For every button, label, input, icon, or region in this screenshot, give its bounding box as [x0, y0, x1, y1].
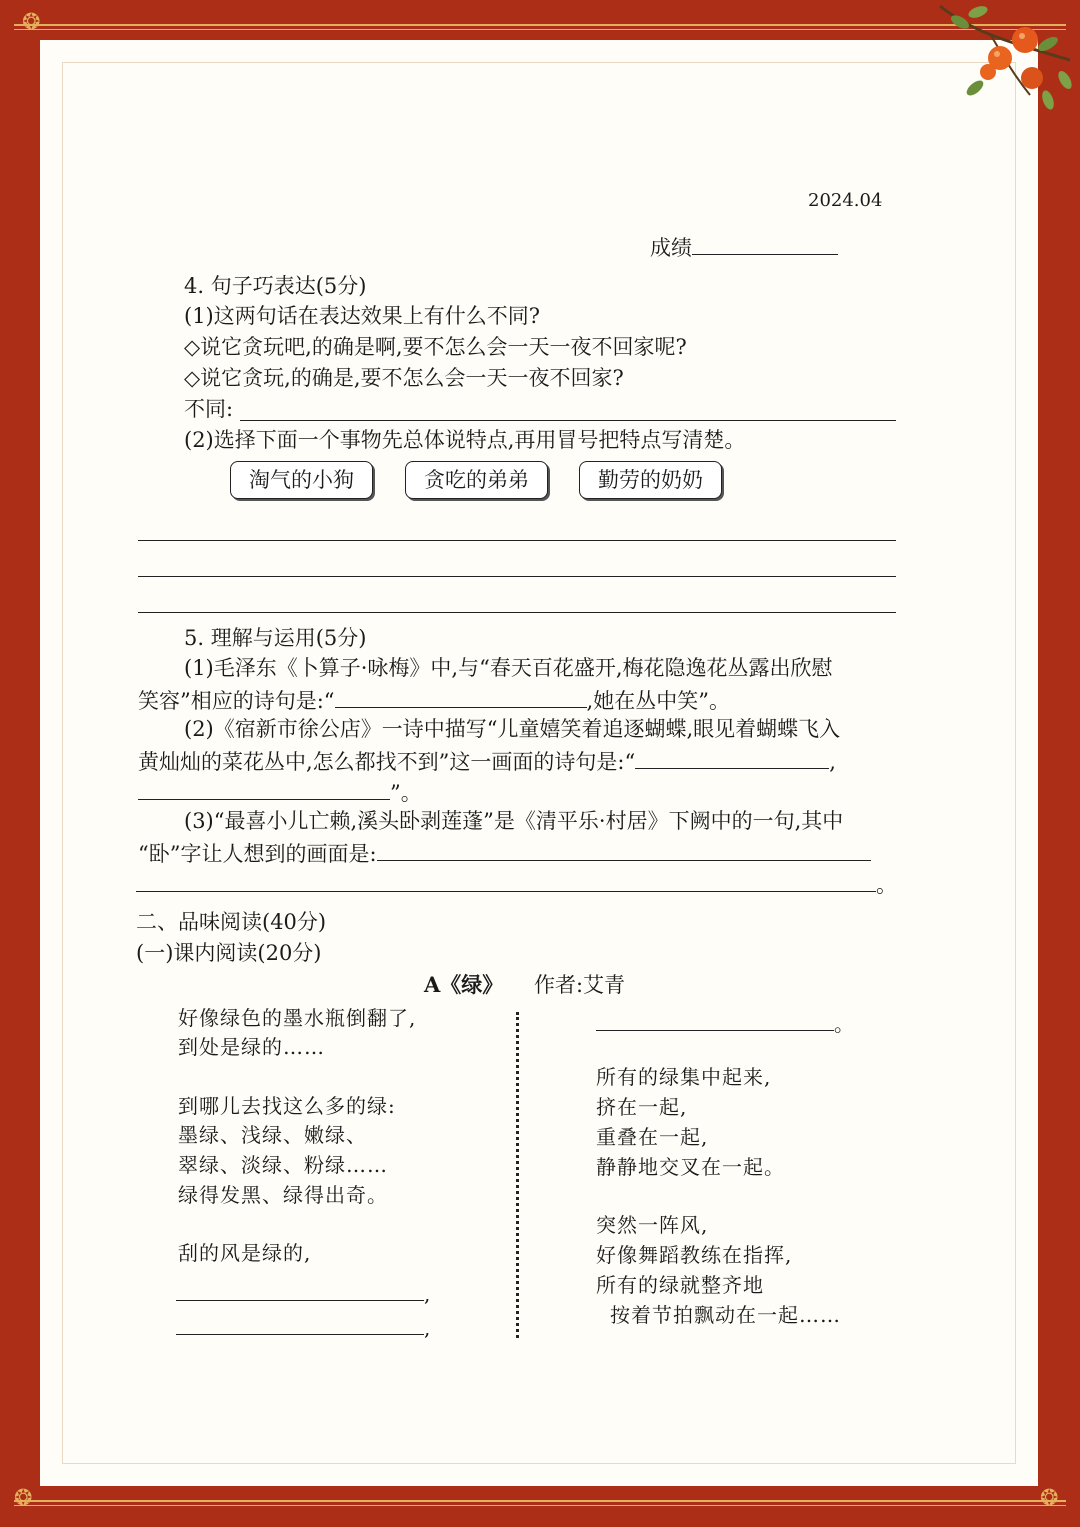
q5-p2-blank-2[interactable] — [138, 781, 390, 800]
q5-p2-line3: ”。 — [138, 781, 422, 804]
poem-left-blank-2[interactable] — [176, 1316, 424, 1335]
poem-right-blank[interactable] — [596, 1012, 834, 1031]
poem-author: 作者:艾青 — [533, 973, 626, 997]
top-gold-line — [14, 24, 1066, 26]
q5-p2-blank-1[interactable] — [635, 750, 829, 769]
corner-ornament-icon: ❂ — [14, 1486, 33, 1511]
poem-left-line-6: 绿得发黑、绿得出奇。 — [178, 1183, 388, 1207]
q5-p1-line2: 笑容”相应的诗句是:“ ,她在丛中笑”。 — [138, 689, 730, 713]
poem-left-blank-1[interactable] — [176, 1282, 424, 1301]
q4-diff-blank[interactable] — [240, 420, 896, 421]
poem-left-line-7: 刮的风是绿的, — [178, 1241, 312, 1265]
section2-title: 二、品味阅读(40分) — [136, 910, 327, 934]
poem-left-line-5: 翠绿、淡绿、粉绿…… — [178, 1153, 388, 1177]
score-blank[interactable] — [692, 236, 838, 255]
q5-title: 5. 理解与运用(5分) — [184, 626, 367, 650]
q5-p3-line3: 。 — [136, 873, 897, 896]
q5-p3-line1: (3)“最喜小儿亡赖,溪头卧剥莲蓬”是《清平乐·村居》下阙中的一句,其中 — [184, 809, 844, 833]
poem-right-line-4: 静静地交叉在一起。 — [596, 1155, 785, 1179]
poem-title — [424, 974, 625, 996]
q4-answer-line-3[interactable] — [138, 612, 896, 613]
bottom-gold-line — [14, 1500, 1066, 1502]
q4-diff-label: 不同: — [184, 397, 234, 421]
persimmon-branch-icon — [930, 0, 1080, 115]
corner-ornament-icon: ❂ — [22, 10, 41, 35]
date-label: 2024.04 — [808, 190, 883, 211]
q5-p1-line1: (1)毛泽东《卜算子·咏梅》中,与“春天百花盛开,梅花隐逸花丛露出欣慰 — [184, 656, 833, 680]
poem-left-blank-row-1: , — [176, 1282, 431, 1304]
poem-right-line-3: 重叠在一起, — [596, 1125, 709, 1149]
q5-p2-line2: 黄灿灿的菜花丛中,怎么都找不到”这一画面的诗句是:“ , — [138, 750, 836, 774]
q5-p1-blank[interactable] — [335, 689, 587, 708]
option-greedy-brother[interactable]: 贪吃的弟弟 — [405, 461, 548, 499]
exam-paper — [40, 40, 1038, 1486]
option-naughty-puppy[interactable]: 淘气的小狗 — [230, 461, 373, 499]
section2-sub: (一)课内阅读(20分) — [136, 941, 322, 965]
poem-right-line-7: 所有的绿就整齐地 — [596, 1273, 764, 1297]
q5-p2-line1: (2)《宿新市徐公店》一诗中描写“儿童嬉笑着追逐蝴蝶,眼见着蝴蝶飞入 — [184, 717, 841, 741]
score-label: 成绩 — [650, 236, 838, 259]
q4-sentence-b: ◇说它贪玩,的确是,要不怎么会一天一夜不回家? — [184, 366, 624, 390]
poem-right-line-5: 突然一阵风, — [596, 1213, 709, 1237]
q5-p3-blank-2[interactable] — [136, 873, 876, 892]
poem-right-line-2: 挤在一起, — [596, 1095, 688, 1119]
q4-sub1: (1)这两句话在表达效果上有什么不同? — [184, 304, 541, 328]
poem-column-divider — [516, 1012, 519, 1338]
corner-ornament-icon: ❂ — [1040, 1486, 1059, 1511]
poem-title-text: A《绿》 — [424, 972, 504, 997]
poem-left-blank-row-2: , — [176, 1316, 431, 1338]
q4-title: 4. 句子巧表达(5分) — [184, 274, 367, 298]
poem-right-line-1: 所有的绿集中起来, — [596, 1065, 772, 1089]
poem-left-line-2: 到处是绿的…… — [178, 1035, 325, 1059]
poem-left-line-4: 墨绿、浅绿、嫩绿、 — [178, 1123, 367, 1147]
q4-answer-line-2[interactable] — [138, 576, 896, 577]
q4-sub2: (2)选择下面一个事物先总体说特点,再用冒号把特点写清楚。 — [184, 428, 746, 452]
poem-right-line-6: 好像舞蹈教练在指挥, — [596, 1243, 793, 1267]
poem-right-line-8: 按着节拍飘动在一起…… — [610, 1303, 841, 1327]
q4-sentence-a: ◇说它贪玩吧,的确是啊,要不怎么会一天一夜不回家呢? — [184, 335, 687, 359]
q4-answer-line-1[interactable] — [138, 540, 896, 541]
poem-right-blank-row: 。 — [596, 1012, 855, 1034]
bottom-gold-line-inner — [14, 1505, 1066, 1506]
q5-p3-line2: “卧”字让人想到的画面是: — [138, 842, 871, 865]
poem-left-line-3: 到哪儿去找这么多的绿: — [178, 1094, 396, 1118]
poem-left-line-1: 好像绿色的墨水瓶倒翻了, — [178, 1006, 417, 1030]
top-gold-line-inner — [14, 29, 1066, 30]
q5-p3-blank-1[interactable] — [377, 842, 871, 861]
option-diligent-grandma[interactable]: 勤劳的奶奶 — [579, 461, 722, 499]
